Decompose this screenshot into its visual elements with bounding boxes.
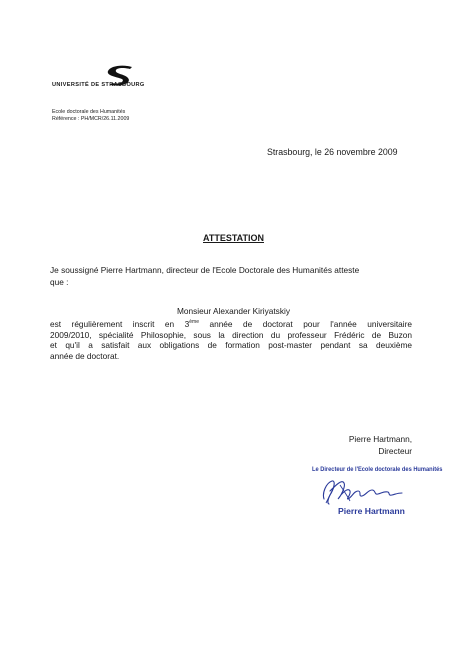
intro-line-1: Je soussigné Pierre Hartmann, directeur de l'Ecole Doctorale des Humanités atteste [50,265,360,275]
stamp-title: Le Directeur de l'Ecole doctorale des Humanités [312,466,443,473]
year-superscript: ème [189,319,199,326]
body-paragraph [50,319,412,361]
body-line-1-pre: est régulièrement inscrit en 3 [50,319,190,329]
letter-date: Strasbourg, le 26 novembre 2009 [267,147,398,157]
signatory-role: Directeur [378,446,412,456]
stamp-name: Pierre Hartmann [338,506,405,516]
body-line-1 [50,319,412,330]
school-block [52,109,129,123]
signatory-block [349,433,412,457]
school-name: Ecole doctorale des Humanités [52,109,126,115]
intro-paragraph [50,264,410,288]
body-line-3: et qu'il a satisfait aux obligations de formation post-master pendant sa deuxième [50,340,412,350]
body-line-4: année de doctorat. [50,350,120,361]
university-logo [52,64,172,98]
attestation-title: ATTESTATION [203,233,264,243]
body-line-2: 2009/2010, spécialité Philosophie, sous la direction du professeur Frédéric de Buzon [50,329,412,340]
university-name: UNIVERSITÉ DE STRASBOURG [52,82,145,88]
body-line-1-post: année de doctorat pour l'année universitaire [198,319,412,329]
reference-line: Référence : PH/MCR/26.11.2009 [52,116,130,122]
recipient-name: Monsieur Alexander Kiriyatskiy [177,306,290,316]
signatory-name: Pierre Hartmann, [348,434,412,444]
intro-line-2: que : [50,277,69,287]
